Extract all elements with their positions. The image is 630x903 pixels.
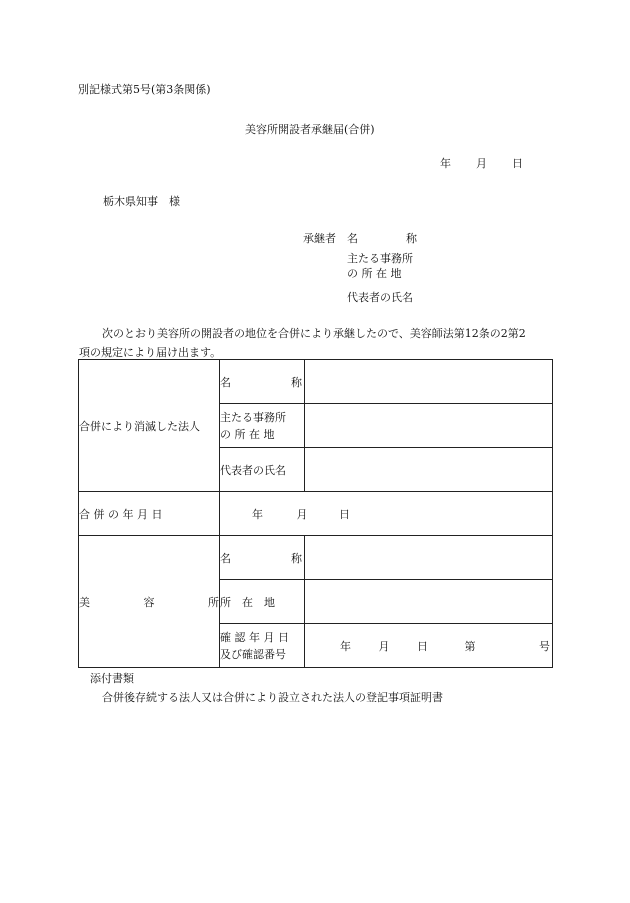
salon-name-value[interactable] xyxy=(305,536,553,580)
table-row xyxy=(79,536,553,580)
salon-location-value[interactable] xyxy=(305,580,553,624)
date-year-label: 年 xyxy=(440,157,451,170)
salon-label-a: 美 xyxy=(79,595,90,609)
date-day-label: 日 xyxy=(512,157,523,170)
dissolved-representative-label: 代表者の氏名 xyxy=(220,463,286,477)
dissolved-office-line1: 主たる事務所 xyxy=(220,410,286,424)
date-month-label: 月 xyxy=(476,157,487,170)
dissolved-representative-value[interactable] xyxy=(305,448,553,492)
form-title: 美容所開設者承継届(合併) xyxy=(245,123,375,136)
dissolved-corp-cell xyxy=(79,360,220,492)
dissolved-office-value[interactable] xyxy=(305,404,553,448)
dissolved-corp-label: 合併により消滅した法人 xyxy=(79,419,200,433)
salon-label-c: 所 xyxy=(208,595,219,609)
body-text-line1: 次のとおり美容所の開設者の地位を合併により承継したので、美容師法第12条の2第2 xyxy=(102,327,526,340)
dissolved-name-label-cell xyxy=(220,360,305,404)
applicant-name-label-a: 名 xyxy=(347,232,358,245)
salon-location-label: 所 在 地 xyxy=(220,595,275,609)
salon-name-label-cell xyxy=(220,536,305,580)
salon-name-label-b: 称 xyxy=(291,551,302,565)
dissolved-representative-label-cell xyxy=(220,448,305,492)
merger-date-label-cell xyxy=(79,492,220,536)
salon-location-label-cell xyxy=(220,580,305,624)
merger-day-label: 日 xyxy=(339,507,350,521)
applicant-office-line2: の 所 在 地 xyxy=(347,267,402,280)
applicant-office-line1: 主たる事務所 xyxy=(347,252,413,265)
attachments-item: 合併後存続する法人又は合併により設立された法人の登記事項証明書 xyxy=(102,691,443,704)
dissolved-office-label-cell xyxy=(220,404,305,448)
salon-cell xyxy=(79,536,220,668)
applicant-representative: 代表者の氏名 xyxy=(347,291,413,304)
merger-date-value[interactable] xyxy=(220,492,553,536)
dissolved-name-value[interactable] xyxy=(305,360,553,404)
dissolved-name-label-a: 名 xyxy=(220,375,231,389)
confirm-month-label: 月 xyxy=(378,639,390,653)
confirm-value[interactable] xyxy=(305,624,553,668)
merger-year-label: 年 xyxy=(252,507,263,521)
form-number: 別記様式第5号(第3条関係) xyxy=(78,83,211,96)
addressee: 栃木県知事 様 xyxy=(103,195,180,208)
applicant-role: 承継者 xyxy=(303,232,336,245)
dissolved-office-line2: の 所 在 地 xyxy=(220,427,275,441)
confirm-year-label: 年 xyxy=(340,639,351,653)
confirm-label-line2: 及び確認番号 xyxy=(220,647,286,661)
applicant-name-label-b: 称 xyxy=(406,232,417,245)
confirm-day-label: 日 xyxy=(417,639,428,653)
table-row xyxy=(79,360,553,404)
body-text-line2: 項の規定により届け出ます。 xyxy=(79,346,222,359)
confirm-label-line1: 確 認 年 月 日 xyxy=(220,630,289,644)
merger-month-label: 月 xyxy=(296,507,308,521)
merger-date-label: 合 併 の 年 月 日 xyxy=(79,507,163,521)
form-table xyxy=(78,359,553,668)
confirm-go-label: 号 xyxy=(539,639,550,653)
table-row xyxy=(79,492,553,536)
attachments-heading: 添付書類 xyxy=(90,672,134,685)
salon-name-label-a: 名 xyxy=(220,551,231,565)
confirm-no-label: 第 xyxy=(464,639,476,653)
confirm-label-cell xyxy=(220,624,305,668)
dissolved-name-label-b: 称 xyxy=(291,375,302,389)
salon-label-b: 容 xyxy=(143,595,155,609)
